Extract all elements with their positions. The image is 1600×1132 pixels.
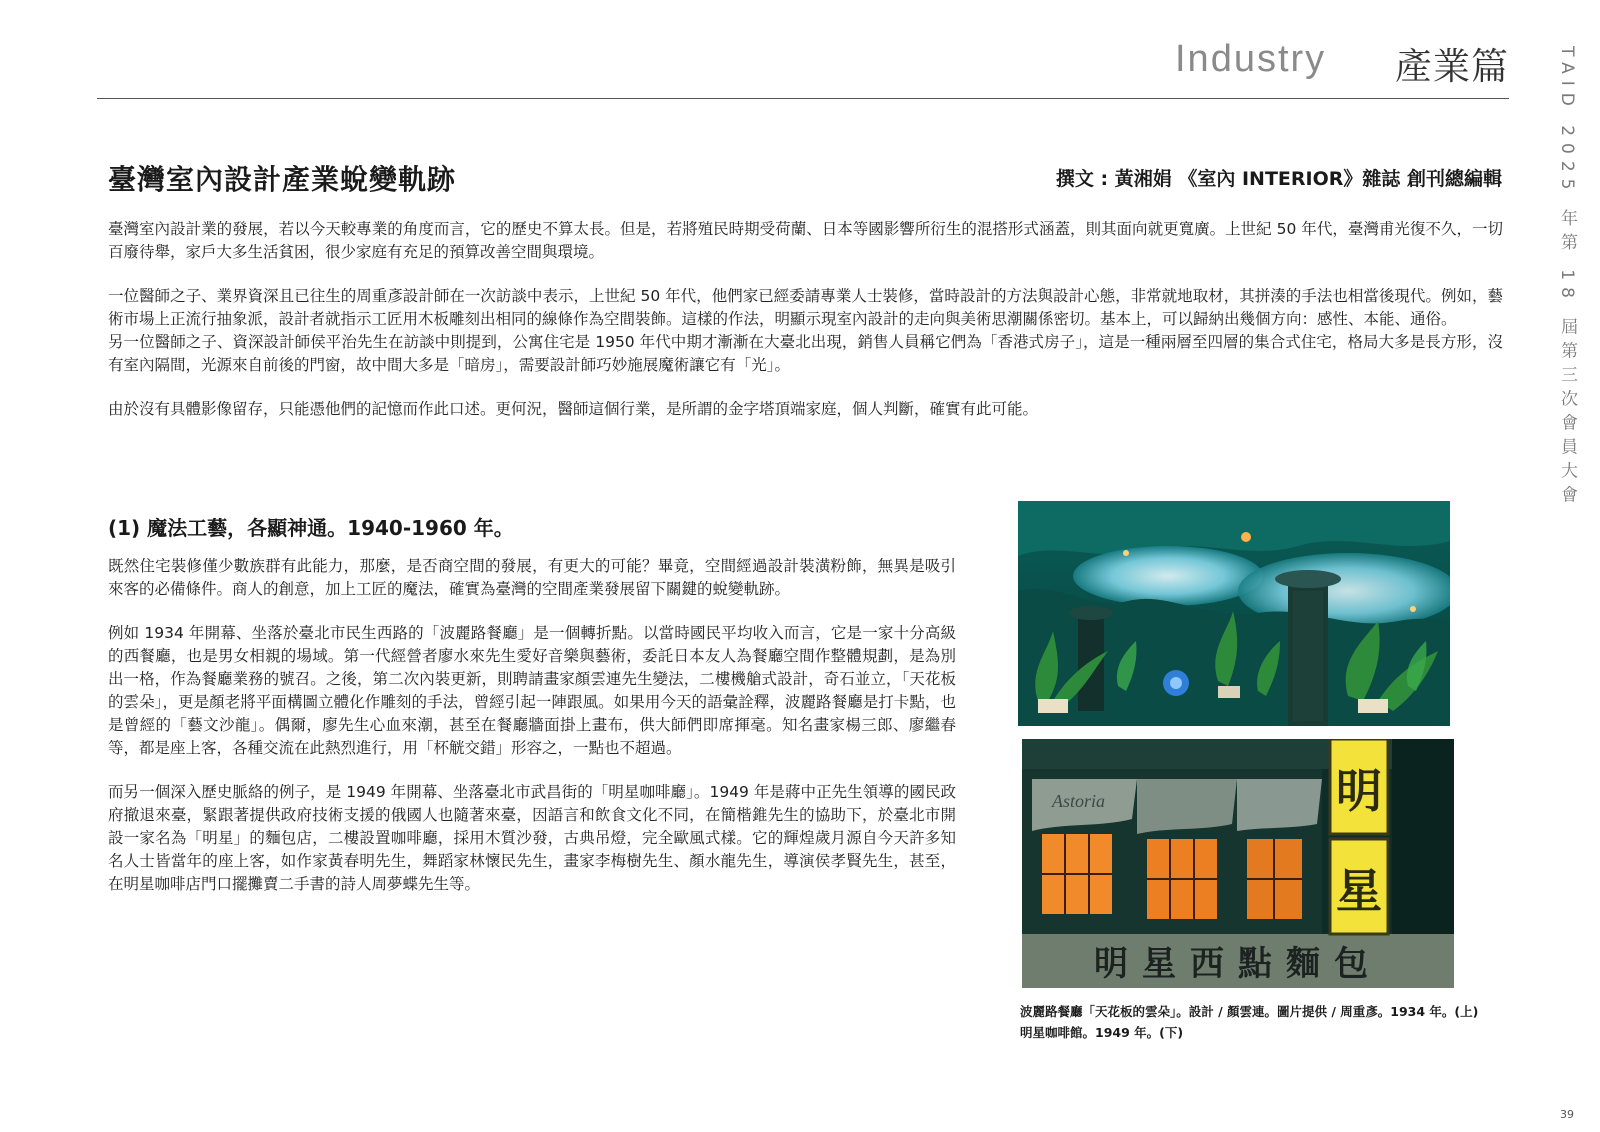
vertical-sign-char-2: 星	[1336, 864, 1382, 918]
bolero-restaurant-photo	[1018, 501, 1450, 726]
article-byline: 撰文 : 黃湘娟 《室內 INTERIOR》雜誌 創刊總編輯	[1055, 168, 1502, 190]
article-title: 臺灣室內設計產業蛻變軌跡	[108, 163, 457, 196]
section-paragraph: 而另一個深入歷史脈絡的例子，是 1949 年開幕、坐落臺北市武昌街的「明星咖啡廳」。1949 年是蔣中正先生領導的國民政府撤退來臺，緊跟著提供政府技術支援的俄國人也隨著來臺，因語言和飲食文化不同，在簡楷錐先生的協助下，於臺北市開設一家名為「明星」的麵包店，二樓設置咖啡廳，採用木質沙發，古典吊燈，完全歐風式樣。它的輝煌歲月源自今天許多知名人士皆當年的座上客，如作家黃春明先生，舞蹈家林懷民先生，畫家李梅樹先生、顏水龍先生，導演侯孝賢先生，甚至，在明星咖啡店門口擺攤賣二手書的詩人周夢蝶先生等。	[108, 783, 956, 893]
intro-paragraph: 一位醫師之子、業界資深且已往生的周重彥設計師在一次訪談中表示，上世紀 50 年代，他們家已經委請專業人士裝修，當時設計的方法與設計心態，非常就地取材，其拼湊的手法也相當後現代。例如，藝術市場上正流行抽象派，設計者就指示工匠用木板雕刻出相同的線條作為空間裝飾。這樣的作法，明顯示現室內設計的走向與美術思潮關係密切。基本上，可以歸納出幾個方向：感性、本能、通俗。	[108, 287, 1503, 328]
section-label-en: Industry	[1175, 38, 1327, 80]
page-number: 39	[1560, 1108, 1574, 1121]
awning-text: Astoria	[1052, 791, 1106, 811]
section-heading: (1) 魔法工藝，各顯神通。1940-1960 年。	[108, 516, 514, 540]
caption-line-bottom: 明星咖啡館。1949 年。(下)	[1020, 1025, 1184, 1040]
section-body	[108, 555, 956, 917]
astoria-cafe-illustration	[1022, 739, 1454, 988]
caption-line-top: 波麗路餐廳「天花板的雲朵」。設計 / 顏雲連。圖片提供 / 周重彥。1934 年。(上)	[1020, 1004, 1479, 1019]
intro-paragraph: 由於沒有具體影像留存，只能憑他們的記憶而作此口述。更何況，醫師這個行業，是所謂的金字塔頂端家庭，個人判斷，確實有此可能。	[108, 400, 1039, 418]
section-paragraph: 例如 1934 年開幕、坐落於臺北市民生西路的「波麗路餐廳」是一個轉折點。以當時國民平均收入而言，它是一家十分高級的西餐廳，也是男女相親的場域。第一代經營者廖水來先生愛好音樂與藝術，委託日本友人為餐廳空間作整體規劃，是為別出一格，作為餐廳業務的號召。之後，第二次內裝更新，則聘請畫家顏雲連先生變法，二樓機艙式設計，奇石並立，「天花板的雲朵」，更是顏老將平面構圖立體化作雕刻的手法，曾經引起一陣跟風。如果用今天的語彙詮釋，波麗路餐廳是打卡點，也是曾經的「藝文沙龍」。偶爾，廖先生心血來潮，甚至在餐廳牆面掛上畫布，供大師們即席揮毫。知名畫家楊三郎、廖繼春等，都是座上客，各種交流在此熱烈進行，用「杯觥交錯」形容之，一點也不超過。	[108, 624, 956, 757]
section-label-zh: 產業篇	[1395, 45, 1509, 88]
vertical-event-label: TAID 2025 年第 18 屆第三次會員大會	[1557, 46, 1577, 510]
intro-paragraph: 臺灣室內設計業的發展，若以今天較專業的角度而言，它的歷史不算太長。但是，若將殖民時期受荷蘭、日本等國影響所衍生的混搭形式涵蓋，則其面向就更寬廣。上世紀 50 年代，臺灣甫光復不久，一切百廢待舉，家戶大多生活貧困，很少家庭有充足的預算改善空間與環境。	[108, 220, 1503, 261]
header-divider	[97, 98, 1509, 99]
astoria-cafe-photo	[1022, 739, 1454, 988]
vertical-sign-char-1: 明	[1336, 764, 1382, 818]
bolero-restaurant-illustration	[1018, 501, 1450, 726]
photo-caption	[1020, 1001, 1490, 1043]
section-paragraph: 既然住宅裝修僅少數族群有此能力，那麼，是否商空間的發展，有更大的可能？畢竟，空間經過設計裝潢粉飾，無異是吸引來客的必備條件。商人的創意，加上工匠的魔法，確實為臺灣的空間產業發展留下關鍵的蛻變軌跡。	[108, 557, 956, 598]
intro-text	[108, 218, 1503, 421]
storefront-sign-text: 明星西點麵包	[1094, 944, 1382, 984]
intro-paragraph: 另一位醫師之子、資深設計師侯平治先生在訪談中則提到，公寓住宅是 1950 年代中期才漸漸在大臺北出現，銷售人員稱它們為「香港式房子」，這是一種兩層至四層的集合式住宅，格局大多是長方形，沒有室內隔間，光源來自前後的門窗，故中間大多是「暗房」，需要設計師巧妙施展魔術讓它有「光」。	[108, 333, 1503, 374]
